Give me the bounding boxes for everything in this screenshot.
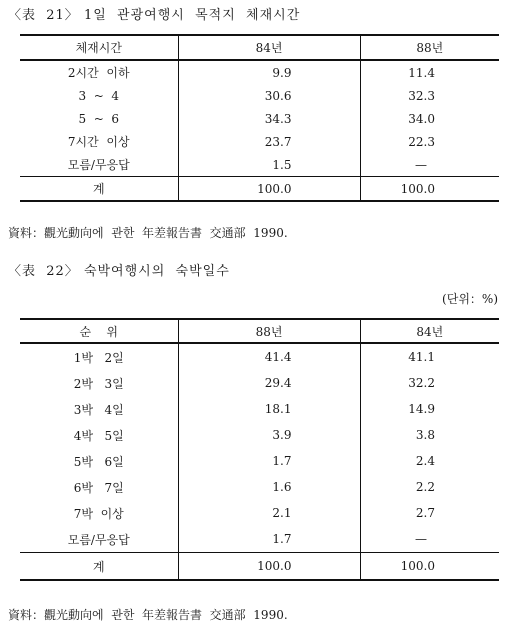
cell-84: 41.1 xyxy=(360,343,499,370)
cell-84: 2.2 xyxy=(360,474,499,500)
row-label: 2박 3일 xyxy=(20,370,178,396)
table-row xyxy=(20,153,499,177)
table1-title: 〈表 21〉 1일 관광여행시 목적지 체재시간 xyxy=(8,8,301,23)
row-label: 3박 4일 xyxy=(20,396,178,422)
cell-88: 3.9 xyxy=(178,422,360,448)
cell-84: — xyxy=(360,526,499,553)
cell-88: 29.4 xyxy=(178,370,360,396)
cell-84: 1.5 xyxy=(178,153,360,177)
table-row xyxy=(20,500,499,526)
table2-header-84: 84년 xyxy=(360,319,499,343)
table-row xyxy=(20,107,499,130)
table-row xyxy=(20,526,499,553)
cell-84: 2.7 xyxy=(360,500,499,526)
cell-84: 3.8 xyxy=(360,422,499,448)
table1-header-88: 88년 xyxy=(360,35,499,60)
row-label: 3 ~ 4 xyxy=(20,84,178,107)
table2-header-rank: 순 위 xyxy=(20,319,178,343)
cell-84: 23.7 xyxy=(178,130,360,153)
cell-84: 30.6 xyxy=(178,84,360,107)
table2-source: 資料：觀光動向에 관한 年差報告書 交通部 1990. xyxy=(8,608,288,622)
cell-88: 41.4 xyxy=(178,343,360,370)
cell-84: 32.2 xyxy=(360,370,499,396)
table1-source: 資料：觀光動向에 관한 年差報告書 交通部 1990. xyxy=(8,226,288,240)
row-label: 2시간 이하 xyxy=(20,60,178,84)
table1 xyxy=(20,34,499,202)
total-label: 계 xyxy=(20,177,178,202)
row-label: 모름/무응답 xyxy=(20,526,178,553)
cell-88: 1.7 xyxy=(178,526,360,553)
cell-84: 14.9 xyxy=(360,396,499,422)
table1-total-row xyxy=(20,177,499,202)
total-88: 100.0 xyxy=(360,177,499,202)
row-label: 모름/무응답 xyxy=(20,153,178,177)
row-label: 5박 6일 xyxy=(20,448,178,474)
row-label: 1박 2일 xyxy=(20,343,178,370)
table-row xyxy=(20,84,499,107)
table2-total-row xyxy=(20,553,499,581)
total-84: 100.0 xyxy=(178,177,360,202)
table2-header-88: 88년 xyxy=(178,319,360,343)
cell-88: 1.7 xyxy=(178,448,360,474)
total-84: 100.0 xyxy=(360,553,499,581)
row-label: 7시간 이상 xyxy=(20,130,178,153)
table2-title: 〈表 22〉 숙박여행시의 숙박일수 xyxy=(8,264,230,279)
total-label: 계 xyxy=(20,553,178,581)
table-row xyxy=(20,474,499,500)
table2-header-row xyxy=(20,319,499,343)
table2 xyxy=(20,318,499,581)
table-row xyxy=(20,448,499,474)
table-row xyxy=(20,396,499,422)
cell-84: 2.4 xyxy=(360,448,499,474)
table1-header-84: 84년 xyxy=(178,35,360,60)
cell-88: 32.3 xyxy=(360,84,499,107)
cell-88: 2.1 xyxy=(178,500,360,526)
table-row xyxy=(20,60,499,84)
row-label: 6박 7일 xyxy=(20,474,178,500)
cell-88: 22.3 xyxy=(360,130,499,153)
total-88: 100.0 xyxy=(178,553,360,581)
row-label: 5 ~ 6 xyxy=(20,107,178,130)
cell-88: 1.6 xyxy=(178,474,360,500)
row-label: 4박 5일 xyxy=(20,422,178,448)
cell-88: 18.1 xyxy=(178,396,360,422)
table1-header-period: 체재시간 xyxy=(20,35,178,60)
cell-88: 34.0 xyxy=(360,107,499,130)
table-row xyxy=(20,130,499,153)
cell-88: — xyxy=(360,153,499,177)
table-row xyxy=(20,343,499,370)
row-label: 7박 이상 xyxy=(20,500,178,526)
table-row xyxy=(20,370,499,396)
table1-header-row xyxy=(20,35,499,60)
table2-unit: (단위：%) xyxy=(442,292,498,306)
cell-88: 11.4 xyxy=(360,60,499,84)
cell-84: 34.3 xyxy=(178,107,360,130)
cell-84: 9.9 xyxy=(178,60,360,84)
table-row xyxy=(20,422,499,448)
